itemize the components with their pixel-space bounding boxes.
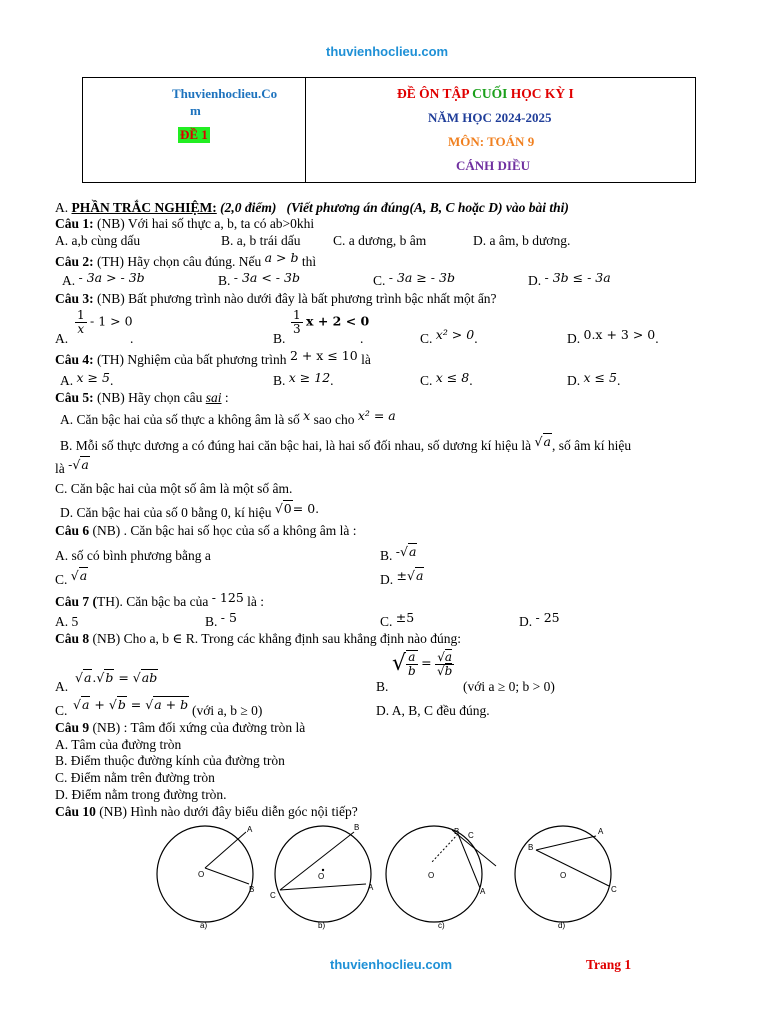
q9-option-a: A. Tâm của đường tròn xyxy=(55,737,182,752)
site-header-link[interactable]: thuvienhoclieu.com xyxy=(326,44,449,59)
q8-option-b-label: B. xyxy=(376,679,389,694)
q3-option-b: $\frac{1}{3}$ x + 2 < 0 xyxy=(293,308,370,336)
q2-option-d: D. - 3b ≤ - 3a xyxy=(528,270,611,288)
q3-option-d: D. 0.x + 3 > 0. xyxy=(567,327,659,346)
q7-option-d: D. - 25 xyxy=(519,610,560,629)
question-4: Câu 4: (TH) Nghiệm của bất phương trình 2 + x ≤ 10 là xyxy=(55,348,371,367)
q6-option-c: C. √a xyxy=(55,568,88,587)
q8-option-c-expr: √a + √b = √a + b xyxy=(73,697,189,712)
exam-title: ĐỀ ÔN TẬP CUỐI HỌC KỲ I xyxy=(397,86,574,101)
header-divider xyxy=(305,77,306,183)
school-year: NĂM HỌC 2024-2025 xyxy=(428,110,552,125)
q6-option-a: A. số có bình phương bằng a xyxy=(55,548,211,563)
svg-text:O: O xyxy=(198,870,205,879)
q8-option-a-expr: √a.√b = √ab xyxy=(75,670,158,685)
figure-b xyxy=(270,823,374,930)
q9-option-d: D. Điểm nằm trong đường tròn. xyxy=(55,787,227,802)
question-2: Câu 2: (TH) Hãy chọn câu đúng. Nếu a > b thì xyxy=(55,250,317,269)
question-9: Câu 9 (NB) : Tâm đối xứng của đường tròn là xyxy=(55,720,306,735)
question-7: Câu 7 (TH). Căn bậc ba của - 125 là : xyxy=(55,590,265,609)
figure-a xyxy=(157,825,254,930)
svg-text:B: B xyxy=(249,885,255,894)
svg-text:O: O xyxy=(318,872,325,881)
exam-badge: ĐỀ 1 xyxy=(180,127,208,142)
q6-option-b: B. -√a xyxy=(380,544,417,563)
footer-site-link[interactable]: thuvienhoclieu.com xyxy=(330,957,453,972)
q5-option-a: A. Căn bậc hai của số thực a không âm là số x sao cho x² = a xyxy=(60,408,396,427)
q3-option-c: C. x² > 0. xyxy=(420,327,478,346)
q3-dot: . xyxy=(130,331,134,346)
caption-c: c) xyxy=(438,921,445,930)
figure-d xyxy=(515,826,617,930)
q4-option-a: A. x ≥ 5. xyxy=(60,370,114,388)
caption-d: d) xyxy=(558,921,566,930)
question-10: Câu 10 (NB) Hình nào dưới đây biểu diễn góc nội tiếp? xyxy=(55,804,358,819)
textbook: CÁNH DIỀU xyxy=(456,158,531,173)
q4-option-d: D. x ≤ 5. xyxy=(567,370,621,388)
q9-option-c: C. Điểm nằm trên đường tròn xyxy=(55,770,215,785)
q9-option-b: B. Điểm thuộc đường kính của đường tròn xyxy=(55,753,285,768)
q3-option-a: $\frac{1}{x}$ - 1 > 0 xyxy=(77,308,133,336)
q1-option-d: D. a âm, b dương. xyxy=(473,233,571,248)
q2-option-a: A. - 3a > - 3b xyxy=(62,270,145,288)
q1-option-b: B. a, b trái dấu xyxy=(221,233,301,248)
q3-dot-b: . xyxy=(360,331,364,346)
q8-option-b-expr: √ $\frac{a}{b}$ = $\frac{√a}{√b}$ xyxy=(392,649,453,678)
svg-text:A: A xyxy=(480,887,486,896)
brand-line2: m xyxy=(190,103,201,118)
question-8: Câu 8 (NB) Cho a, b ∈ R. Trong các khẳng định sau khẳng định nào đúng: xyxy=(55,631,461,646)
svg-text:B: B xyxy=(528,843,534,852)
svg-text:B: B xyxy=(454,827,460,836)
section-heading: A. PHẦN TRẮC NGHIỆM: (2,0 điểm) (Viết phương án đúng(A, B, C hoặc D) vào bài thi) xyxy=(55,200,569,215)
q4-option-c: C. x ≤ 8. xyxy=(420,370,473,388)
svg-text:O: O xyxy=(428,871,435,880)
q1-option-a: A. a,b cùng dấu xyxy=(55,233,141,248)
q5-option-b: B. Mỗi số thực dương a có đúng hai căn bậc hai, là hai số đối nhau, số dương kí hiệu là √a, số âm kí hiệu xyxy=(60,434,632,453)
q8-option-b-cond: (với a ≥ 0; b > 0) xyxy=(463,679,555,694)
svg-text:C: C xyxy=(270,891,276,900)
svg-text:A: A xyxy=(368,883,374,892)
q6-option-d: D. ±√a xyxy=(380,568,424,587)
q8-option-a-label: A. xyxy=(55,679,69,694)
q7-option-b: B. - 5 xyxy=(205,610,237,629)
caption-a: a) xyxy=(200,921,208,930)
svg-text:C: C xyxy=(611,885,617,894)
q3-option-b-label: B. xyxy=(273,331,286,346)
question-3: Câu 3: (NB) Bất phương trình nào dưới đây là bất phương trình bậc nhất một ẩn? xyxy=(55,291,497,306)
subject: MÔN: TOÁN 9 xyxy=(448,134,535,149)
question-1: Câu 1: (NB) Với hai số thực a, b, ta có ab>0khi xyxy=(55,216,315,231)
q5-option-d: D. Căn bậc hai của số 0 bằng 0, kí hiệu √0= 0. xyxy=(60,501,320,520)
q1-option-c: C. a dương, b âm xyxy=(333,233,427,248)
question-5: Câu 5: (NB) Hãy chọn câu sai : xyxy=(55,390,229,405)
q5-option-c: C. Căn bậc hai của một số âm là một số âm. xyxy=(55,481,293,496)
q8-option-d: D. A, B, C đều đúng. xyxy=(376,703,490,718)
caption-b: b) xyxy=(318,921,326,930)
svg-text:O: O xyxy=(560,871,567,880)
q10-figures xyxy=(150,822,620,937)
q8-option-c-label: C. xyxy=(55,703,68,718)
q8-option-c-cond: (với a, b ≥ 0) xyxy=(192,703,263,718)
q5-option-b-cont: là -√a xyxy=(55,457,89,476)
svg-text:A: A xyxy=(598,827,604,836)
svg-text:C: C xyxy=(468,831,474,840)
figure-c xyxy=(386,826,496,930)
q2-option-c: C. - 3a ≥ - 3b xyxy=(373,270,455,288)
svg-text:B: B xyxy=(354,823,360,832)
q4-option-b: B. x ≥ 12. xyxy=(273,370,334,388)
q7-option-a: A. 5 xyxy=(55,614,79,629)
q2-option-b: B. - 3a < - 3b xyxy=(218,270,300,288)
page-number: Trang 1 xyxy=(586,957,632,972)
question-6: Câu 6 (NB) . Căn bậc hai số học của số a không âm là : xyxy=(55,523,357,538)
brand-line1: Thuvienhoclieu.Co xyxy=(172,86,278,101)
svg-text:A: A xyxy=(247,825,253,834)
q3-option-a-label: A. xyxy=(55,331,69,346)
q7-option-c: C. ±5 xyxy=(380,610,415,629)
